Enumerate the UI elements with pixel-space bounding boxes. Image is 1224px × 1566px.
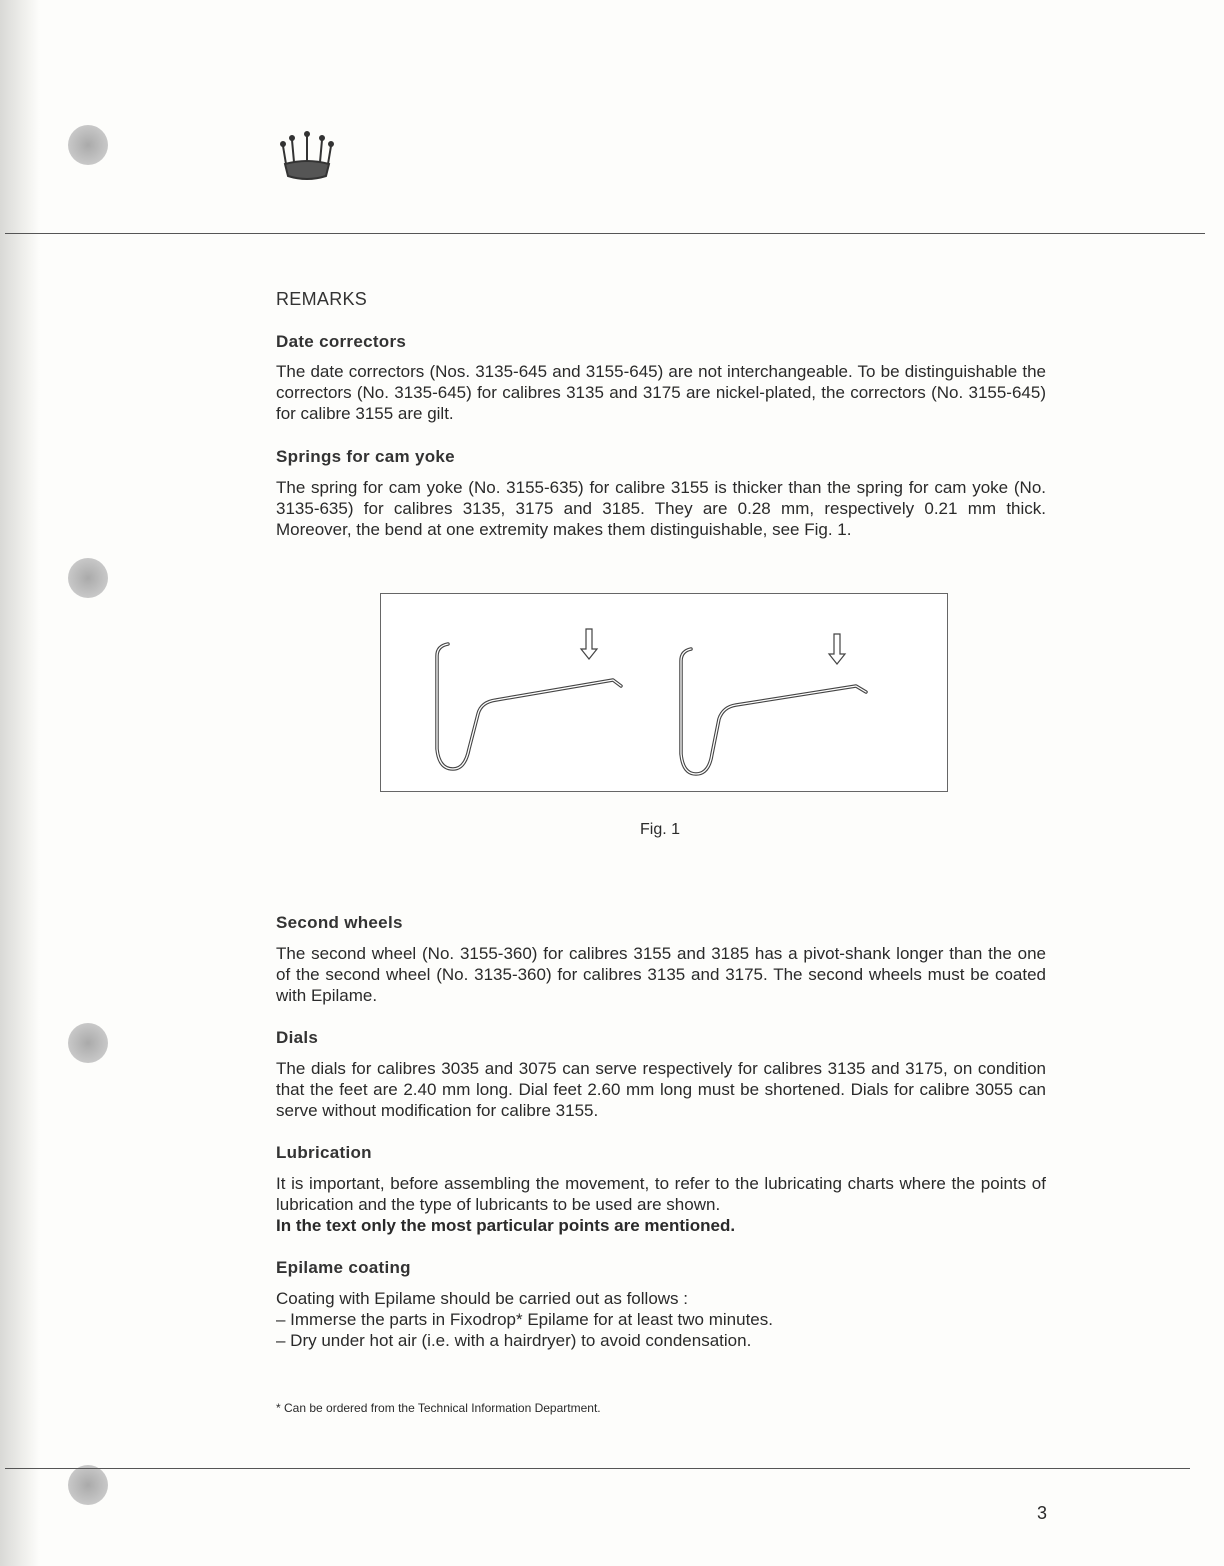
punch-hole bbox=[68, 558, 108, 598]
section-paragraph: The spring for cam yoke (No. 3155-635) for calibre 3155 is thicker than the spring for cam yoke (No. 3135-635) for calibres 3135, 3175 and 3185. They are 0.28 mm, respectively 0.21 mm thick. Moreover, the bend at one extremity makes them distinguishable, see Fig. 1. bbox=[276, 478, 1046, 539]
footnote: * Can be ordered from the Technical Information Department. bbox=[276, 1401, 601, 1415]
section-paragraph bbox=[276, 1288, 1046, 1351]
section-heading: Date correctors bbox=[276, 332, 407, 351]
epilame-line: – Immerse the parts in Fixodrop* Epilame for at least two minutes. bbox=[276, 1310, 773, 1329]
lubrication-text: It is important, before assembling the movement, to refer to the lubricating charts where the points of lubrication and the type of lubricants to be used are shown. bbox=[276, 1174, 1046, 1214]
section-paragraph: The dials for calibres 3035 and 3075 can serve respectively for calibres 3135 and 3175, on condition that the feet are 2.40 mm long. Dial feet 2.60 mm long must be shortened. Dials for calibre 3055 can serve without modification for calibre 3155. bbox=[276, 1059, 1046, 1120]
figure-caption: Fig. 1 bbox=[640, 821, 681, 838]
section-heading: Epilame coating bbox=[276, 1258, 411, 1277]
section-heading: Springs for cam yoke bbox=[276, 447, 455, 466]
punch-hole bbox=[68, 1465, 108, 1505]
arrow-down-icon bbox=[581, 629, 845, 664]
spring-drawing-inner bbox=[437, 644, 866, 774]
header-rule bbox=[5, 233, 1205, 234]
figure-springs bbox=[380, 593, 948, 792]
punch-hole bbox=[68, 1023, 108, 1063]
epilame-line: – Dry under hot air (i.e. with a hairdryer) to avoid condensation. bbox=[276, 1331, 752, 1350]
page-title: REMARKS bbox=[276, 289, 368, 309]
scan-edge bbox=[0, 0, 40, 1566]
section-heading: Lubrication bbox=[276, 1143, 372, 1162]
crown-logo bbox=[280, 130, 334, 182]
section-paragraph bbox=[276, 1173, 1046, 1236]
section-paragraph: The second wheel (No. 3155-360) for calibres 3155 and 3185 has a pivot-shank longer than the one of the second wheel (No. 3135-360) for calibres 3135 and 3175. The second wheels must be coated with Epilame. bbox=[276, 944, 1046, 1005]
epilame-line: Coating with Epilame should be carried out as follows : bbox=[276, 1289, 688, 1308]
section-heading: Dials bbox=[276, 1028, 319, 1047]
footer-rule bbox=[5, 1468, 1190, 1469]
section-heading: Second wheels bbox=[276, 913, 403, 932]
punch-hole bbox=[68, 125, 108, 165]
lubrication-emphasis: In the text only the most particular points are mentioned. bbox=[276, 1216, 736, 1235]
page-number: 3 bbox=[1037, 1503, 1048, 1523]
section-paragraph: The date correctors (Nos. 3135-645 and 3155-645) are not interchangeable. To be distinguishable the correctors (No. 3135-645) for calibres 3135 and 3175 are nickel-plated, the correctors (No. 3155-645) for calibre 3155 are gilt. bbox=[276, 362, 1046, 423]
spring-drawing bbox=[437, 644, 866, 774]
